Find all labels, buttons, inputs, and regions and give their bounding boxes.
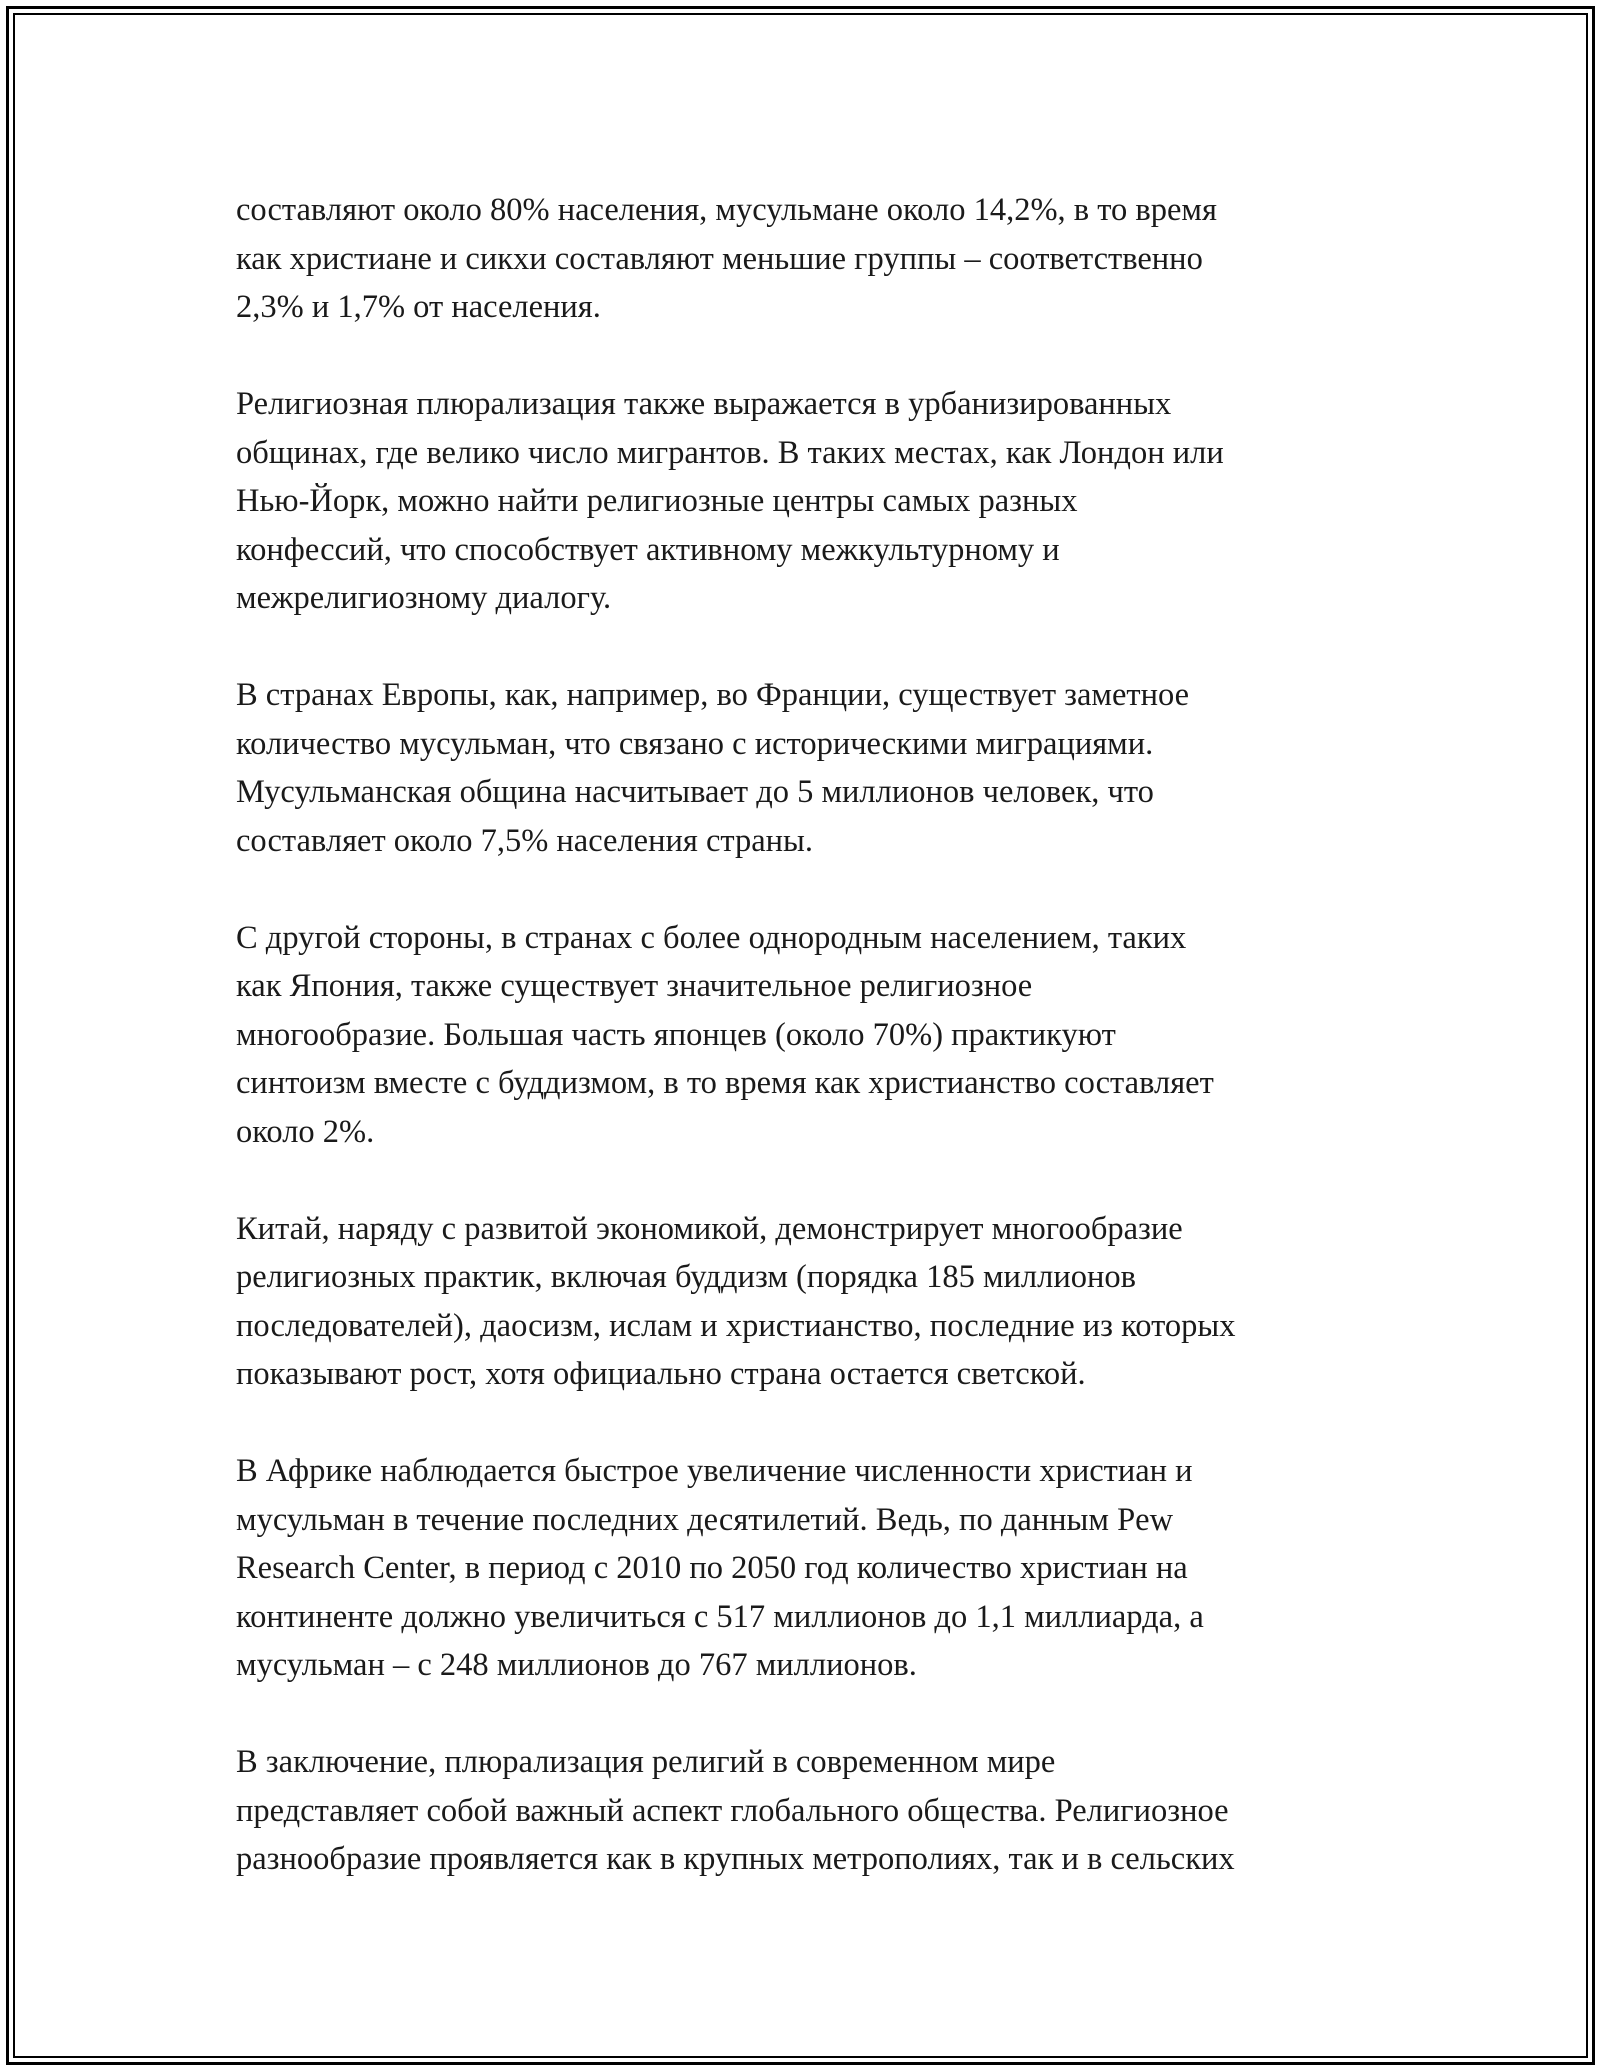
text-line: мусульман – с 248 миллионов до 767 миллионов. — [236, 1647, 917, 1683]
text-line: мусульман в течение последних десятилетий. Ведь, по данным Pew — [236, 1501, 1174, 1538]
text-line: составляет около 7,5% населения страны. — [236, 822, 814, 859]
text-line: общинах, где велико число мигрантов. В таких местах, как Лондон или — [236, 434, 1224, 471]
text-line: 2,3% и 1,7% от населения. — [236, 289, 601, 325]
paragraph — [236, 186, 1386, 332]
paragraph — [236, 671, 1386, 865]
document-body — [236, 186, 1386, 1884]
text-line: последователей), даосизм, ислам и христианство, последние из которых — [236, 1307, 1236, 1344]
text-line: как христиане и сикхи составляют меньшие группы – соответственно — [236, 240, 1203, 277]
text-line: Мусульманская община насчитывает до 5 миллионов человек, что — [236, 774, 1154, 810]
text-line: многообразие. Большая часть японцев (около 70%) практикуют — [236, 1016, 1116, 1053]
text-line: Религиозная плюрализация также выражается в урбанизированных — [236, 386, 1172, 422]
text-line: континенте должно увеличиться с 517 миллионов до 1,1 миллиарда, а — [236, 1598, 1204, 1635]
text-line: составляют около 80% населения, мусульмане около 14,2%, в то время — [236, 192, 1217, 228]
text-line: Нью-Йорк, можно найти религиозные центры самых разных — [236, 483, 1078, 519]
text-line: В странах Европы, как, например, во Франции, существует заметное — [236, 677, 1190, 713]
paragraph — [236, 380, 1386, 623]
paragraph — [236, 1205, 1386, 1399]
text-line: как Япония, также существует значительное религиозное — [236, 968, 1033, 1004]
text-line: около 2%. — [236, 1113, 375, 1150]
text-line: количество мусульман, что связано с историческими миграциями. — [236, 725, 1154, 762]
text-line: В заключение, плюрализация религий в современном мире — [236, 1744, 1056, 1780]
text-line: С другой стороны, в странах с более однородным населением, таких — [236, 919, 1187, 956]
paragraph — [236, 1447, 1386, 1690]
text-line: В Африке наблюдается быстрое увеличение численности христиан и — [236, 1453, 1193, 1489]
text-line: конфессий, что способствует активному межкультурному и — [236, 531, 1060, 568]
text-line: межрелигиозному диалогу. — [236, 580, 612, 616]
text-line: показывают рост, хотя официально страна остается светской. — [236, 1356, 1086, 1392]
text-line: Research Center, в период с 2010 по 2050 год количество христиан на — [236, 1550, 1188, 1586]
text-line: синтоизм вместе с буддизмом, в то время как христианство составляет — [236, 1065, 1214, 1101]
paragraph — [236, 1738, 1386, 1884]
text-line: разнообразие проявляется как в крупных метрополиях, так и в сельских — [236, 1841, 1235, 1877]
paragraph — [236, 914, 1386, 1157]
text-line: представляет собой важный аспект глобального общества. Религиозное — [236, 1792, 1229, 1829]
text-line: Китай, наряду с развитой экономикой, демонстрирует многообразие — [236, 1210, 1183, 1247]
text-line: религиозных практик, включая буддизм (порядка 185 миллионов — [236, 1259, 1136, 1295]
